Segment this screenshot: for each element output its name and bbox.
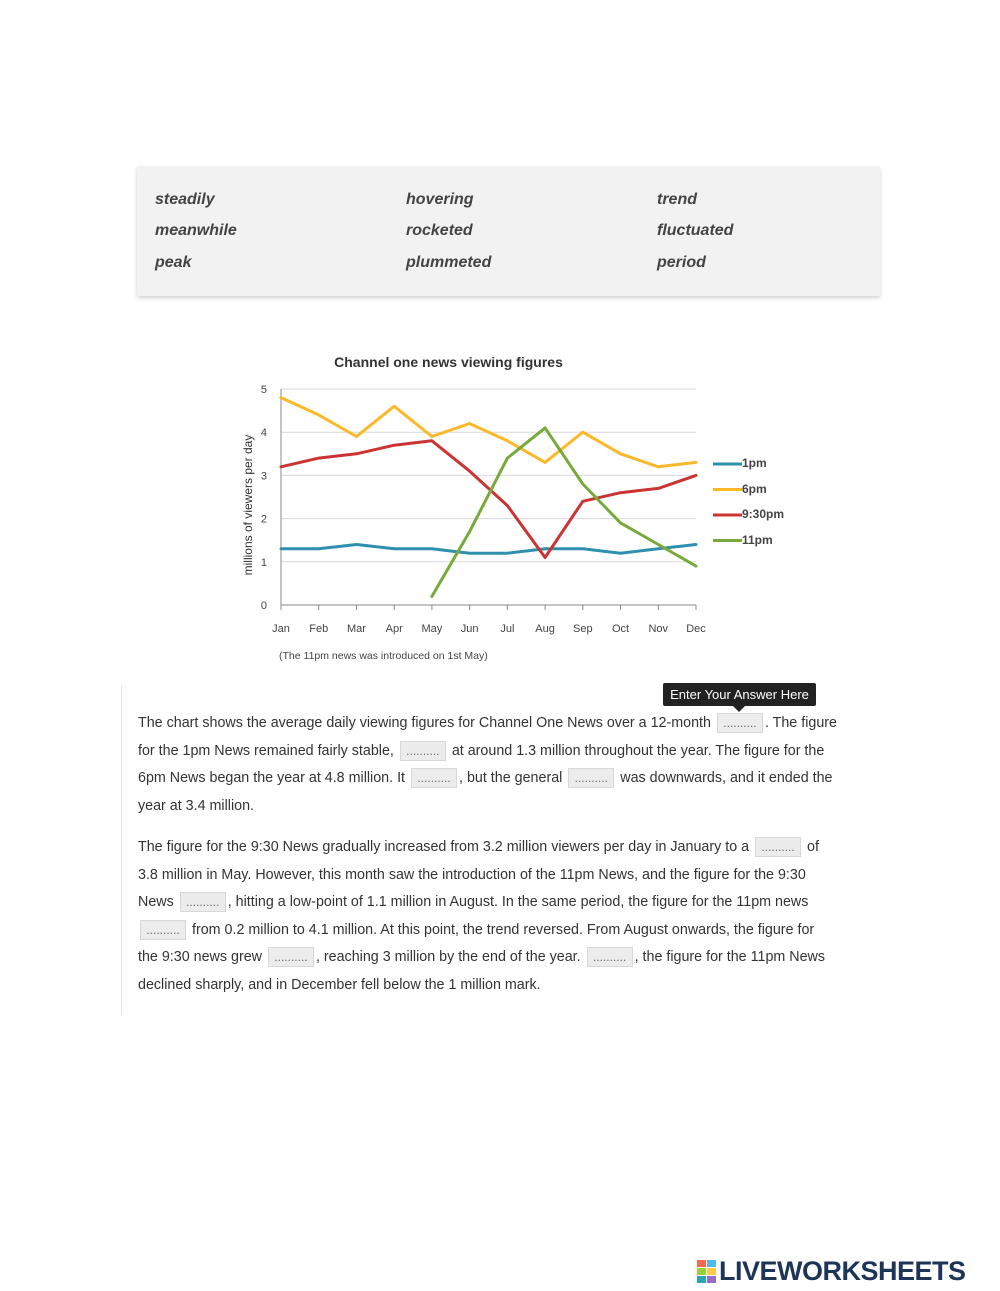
paragraph-text: The figure for the 9:30 News gradually increased from 3.2 million viewers per day in January to a xyxy=(138,839,754,855)
y-tick-label: 0 xyxy=(260,600,267,612)
word-bank-word: peak xyxy=(155,254,192,271)
x-tick-label: Sep xyxy=(573,623,593,635)
paragraph-text: . The figure for the 1pm News remained fairly stable, xyxy=(138,715,837,759)
paragraph-text: at around 1.3 million throughout the year. The figure for the 6pm News began the year at 4.8 million. It xyxy=(138,742,825,786)
logo-block xyxy=(707,1268,716,1275)
paragraph-text: The chart shows the average daily viewing figures for Channel One News over a 12-month xyxy=(138,715,715,731)
x-tick-label: Jul xyxy=(500,623,515,635)
line-chart xyxy=(230,345,750,675)
answer-blank[interactable]: .......... xyxy=(268,947,314,967)
series-line xyxy=(281,545,696,554)
legend xyxy=(742,455,802,557)
logo-block xyxy=(697,1268,706,1275)
word-bank-word: meanwhile xyxy=(155,222,237,239)
x-tick-label: Jun xyxy=(460,623,479,635)
x-tick-label: Nov xyxy=(648,623,669,635)
word-bank xyxy=(137,166,880,296)
chart-title: Channel one news viewing figures xyxy=(334,354,563,370)
answer-blank[interactable]: .......... xyxy=(411,768,457,788)
x-tick-label: Mar xyxy=(346,623,366,635)
word-bank-word: rocketed xyxy=(406,222,473,239)
legend-label: 9:30pm xyxy=(742,507,785,521)
x-tick-label: May xyxy=(421,623,443,635)
paragraph-2 xyxy=(138,834,838,999)
legend-label: 11pm xyxy=(742,532,773,547)
y-tick-label: 4 xyxy=(260,427,267,440)
word-bank-word: hovering xyxy=(406,191,474,208)
answer-tooltip: Enter Your Answer Here xyxy=(663,683,816,706)
x-tick-label: Apr xyxy=(385,623,403,635)
y-tick-label: 3 xyxy=(260,470,267,483)
paragraph-text: was downwards, and it ended the year at 3.4 million. xyxy=(138,770,833,814)
x-tick-label: Oct xyxy=(611,623,630,635)
logo-icon xyxy=(697,1260,716,1283)
answer-blank[interactable]: .......... xyxy=(587,947,633,967)
x-tick-label: Aug xyxy=(535,623,555,635)
y-axis-label: millions of viewers per day xyxy=(241,434,255,576)
logo-text: LIVEWORKSHEETS xyxy=(719,1255,966,1286)
logo-block xyxy=(707,1260,716,1267)
x-tick-label: Dec xyxy=(686,623,706,635)
logo-block xyxy=(707,1276,716,1283)
legend-label: 6pm xyxy=(742,481,767,496)
y-tick-label: 2 xyxy=(260,513,267,526)
series-line xyxy=(432,428,696,597)
paragraph-1 xyxy=(138,710,838,820)
answer-blank[interactable]: .......... xyxy=(755,837,801,857)
x-tick-label: Jan xyxy=(272,623,290,635)
divider xyxy=(121,685,122,1015)
paragraph-text: , hitting a low-point of 1.1 million in August. In the same period, the figure for the 11pm news xyxy=(227,894,809,910)
word-bank-word: steadily xyxy=(155,191,215,208)
word-bank-word: fluctuated xyxy=(657,222,734,239)
y-tick-label: 5 xyxy=(260,384,267,396)
paragraph-text: , but the general xyxy=(459,770,567,786)
answer-blank[interactable]: .......... xyxy=(568,768,614,788)
chart-svg xyxy=(230,345,750,675)
legend-label: 1pm xyxy=(742,456,767,470)
answer-blank[interactable]: .......... xyxy=(140,920,186,940)
paragraph-text: , the figure for the 11pm News declined sharply, and in December fell below the 1 million mark. xyxy=(138,949,826,993)
x-tick-label: Feb xyxy=(309,623,329,635)
paragraph-text: , reaching 3 million by the end of the year. xyxy=(315,949,585,965)
liveworksheets-logo xyxy=(697,1256,966,1286)
logo-block xyxy=(697,1276,706,1283)
y-tick-label: 1 xyxy=(260,556,267,569)
word-bank-word: period xyxy=(657,254,706,271)
paragraph-text: of 3.8 million in May. However, this month saw the introduction of the 11pm News, and the figure for the 9:30 News xyxy=(138,839,819,910)
logo-block xyxy=(697,1260,706,1267)
answer-blank[interactable]: .......... xyxy=(400,741,446,761)
word-bank-word: trend xyxy=(657,191,697,208)
paragraph-text: from 0.2 million to 4.1 million. At this point, the trend reversed. From August onwards, the figure for the 9:30 news grew xyxy=(138,921,815,965)
word-bank-word: plummeted xyxy=(406,254,492,271)
answer-blank[interactable]: .......... xyxy=(180,892,226,912)
chart-annotation: (The 11pm news was introduced on 1st May) xyxy=(279,650,488,662)
answer-blank[interactable]: .......... xyxy=(717,713,763,733)
